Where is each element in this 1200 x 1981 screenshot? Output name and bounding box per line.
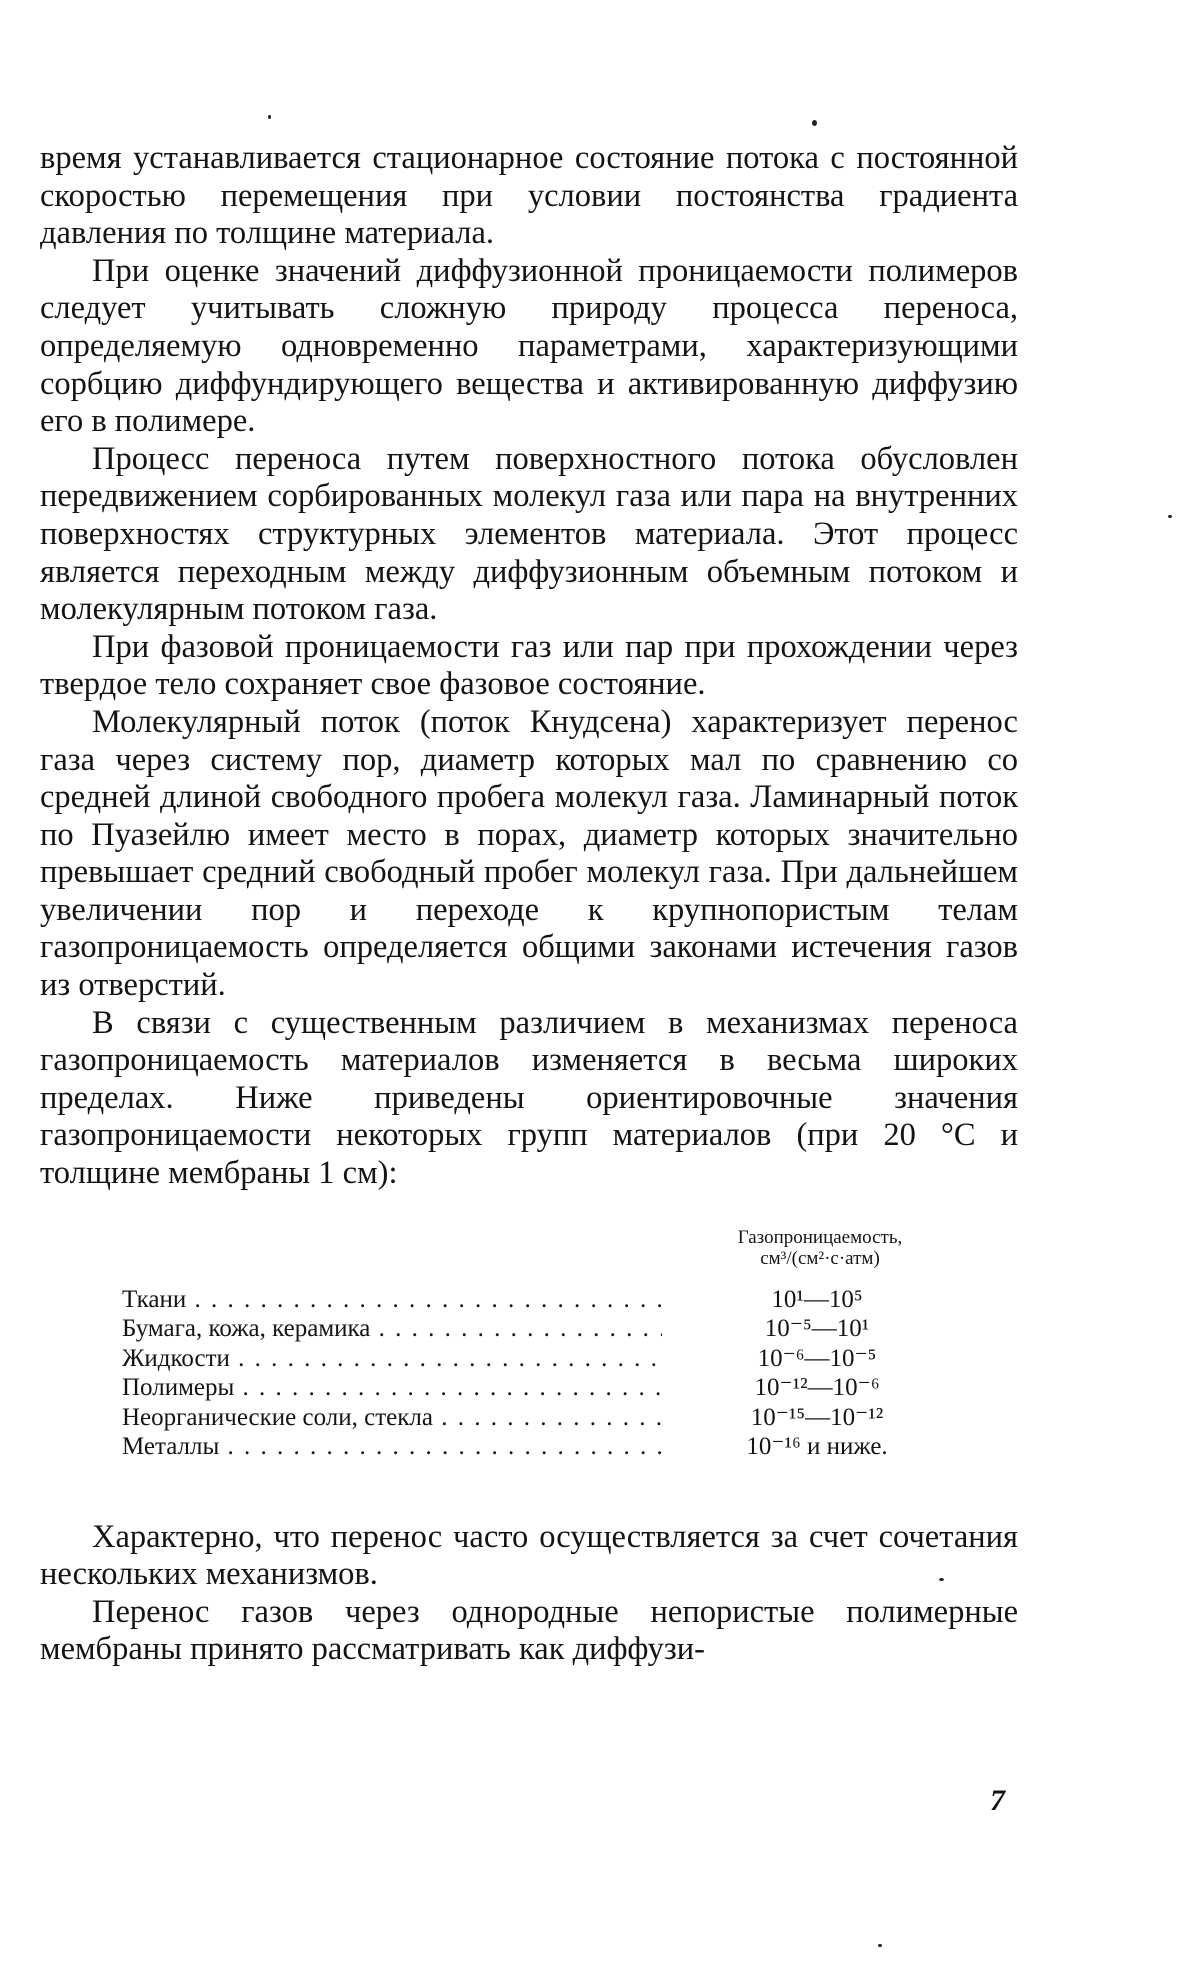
row-material: Бумага, кожа, керамика . . . [122,1314,662,1344]
table-header-units: см³/(см²·с·атм) [760,1247,880,1269]
permeability-table [40,1227,1018,1485]
table-column-header [650,1227,990,1269]
scan-speck [812,120,817,126]
row-permeability: 10¹—10⁵ [682,1285,952,1315]
table-row [122,1285,982,1315]
row-material: Ткани . . . [122,1285,662,1315]
table-header-title: Газопроницаемость, [737,1226,903,1248]
row-permeability: 10⁻⁵—10¹ [682,1314,952,1344]
scan-speck [268,115,271,119]
table-row [122,1344,982,1374]
scan-speck [878,1944,882,1947]
scan-speck [939,1578,944,1581]
row-material: Жидкости . . . [122,1344,662,1374]
row-material: Металлы . . . [122,1432,662,1462]
row-material: Полимеры . . . [122,1373,662,1403]
table-rows [122,1285,982,1462]
table-row [122,1314,982,1344]
row-permeability: 10⁻⁶—10⁻⁵ [682,1344,952,1374]
row-permeability: 10⁻¹⁵—10⁻¹² [682,1403,952,1433]
paragraph: время устанавливается стационарное состояние потока с постоянной скоростью перемещения при условии постоянства градиента давления по толщине материала. [40,140,1018,252]
page-number: 7 [990,1784,1005,1817]
paragraph: Процесс переноса путем поверхностного потока обусловлен передвижением сорбированных молекул газа или пара на внутренних поверхностях структурных элементов материала. Этот процесс является переходным между диффузионным объемным потоком и молекулярным потоком газа. [40,440,1018,628]
row-permeability: 10⁻¹²—10⁻⁶ [682,1373,952,1403]
paragraph: При фазовой проницаемости газ или пар при прохождении через твердое тело сохраняет свое фазовое состояние. [40,628,1018,703]
table-row [122,1373,982,1403]
paragraph: Перенос газов через однородные непористые полимерные мембраны принято рассматривать как диффузи- [40,1593,1018,1668]
row-material: Неорганические соли, стекла . . . [122,1403,662,1433]
scan-speck [1168,515,1172,518]
paragraph: В связи с существенным различием в механизмах переноса газопроницаемость материалов изменяется в весьма широких пределах. Ниже приведены ориентировочные значения газопроницаемости некоторых групп материалов (при 20 °С и толщине мембраны 1 см): [40,1004,1018,1192]
paragraph: При оценке значений диффузионной проницаемости полимеров следует учитывать сложную природу процесса переноса, определяемую одновременно параметрами, характеризующими сорбцию диффундирующего вещества и активированную диффузию его в полимере. [40,252,1018,440]
paragraph: Молекулярный поток (поток Кнудсена) характеризует перенос газа через систему пор, диаметр которых мал по сравнению со средней длиной свободного пробега молекул газа. Ламинарный поток по Пуазейлю имеет место в порах, диаметр которых значительно превышает средний свободный пробег молекул газа. При дальнейшем увеличении пор и переходе к крупнопористым телам газопроницаемость определяется общими законами истечения газов из отверстий. [40,703,1018,1004]
paragraph: Характерно, что перенос часто осуществляется за счет сочетания нескольких механизмов. [40,1518,1018,1593]
page-body [40,140,1018,1669]
table-row [122,1432,982,1462]
row-permeability: 10⁻¹⁶ и ниже. [682,1432,952,1462]
table-row [122,1403,982,1433]
